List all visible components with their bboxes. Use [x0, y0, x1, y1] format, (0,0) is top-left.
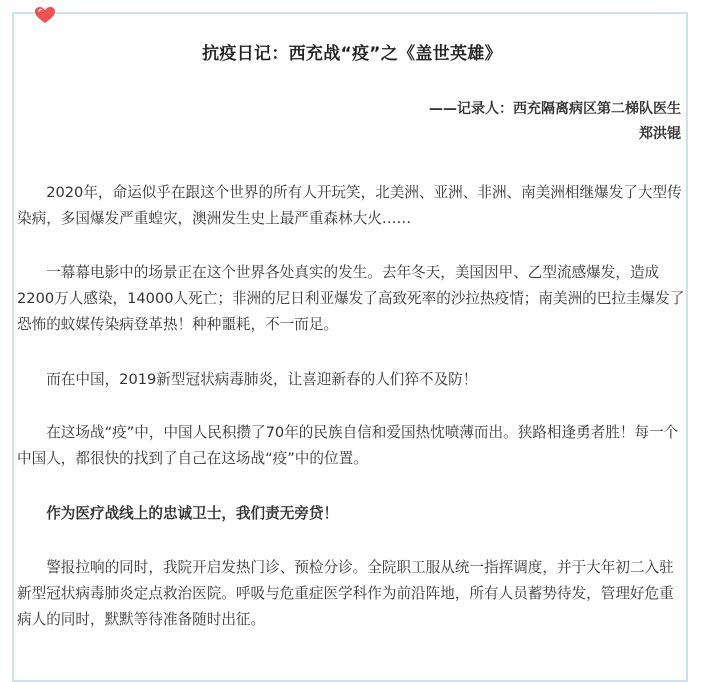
recorder-role: ——记录人：西充隔离病区第二梯队医生: [429, 101, 681, 117]
paragraph-2: 一幕幕电影中的场景正在这个世界各处真实的发生。去年冬天，美国因甲、乙型流感爆发，造成2200万人感染，14000人死亡；非洲的尼日利亚爆发了高致死率的沙拉热疫情；南美洲的巴拉圭爆发了恐怖的蚊媒传染病登革热！种种噩耗，不一而足。: [17, 264, 685, 333]
article-title: 抗疫日记：西充战“疫”之《盖世英雄》: [202, 44, 502, 64]
recorder-name: 郑洪锟: [639, 126, 681, 142]
paragraph-5-highlight: 作为医疗战线上的忠诚卫士，我们责无旁贷！: [17, 505, 339, 522]
paragraph-3: 而在中国，2019新型冠状病毒肺炎，让喜迎新春的人们猝不及防！: [17, 371, 478, 388]
paragraph-1: 2020年，命运似乎在跟这个世界的所有人开玩笑，北美洲、亚洲、非洲、南美洲相继爆发了大型传染病，多国爆发严重蝗灾，澳洲发生史上最严重森林大火……: [17, 184, 682, 227]
paragraph-4: 在这场战“疫”中，中国人民积攒了70年的民族自信和爱国热忱喷薄而出。狭路相逢勇者胜！每一个中国人，都很快的找到了自己在这场战“疫”中的位置。: [17, 424, 679, 467]
recorder-block: [429, 97, 681, 147]
paragraph-6: 警报拉响的同时，我院开启发热门诊、预检分诊。全院职工服从统一指挥调度，并于大年初二入驻新型冠状病毒肺炎定点救治医院。呼吸与危重症医学科作为前沿阵地，所有人员蓄势待发，管理好危重病人的同时，默默等待准备随时出征。: [17, 559, 674, 628]
heart-icon: [34, 6, 56, 24]
